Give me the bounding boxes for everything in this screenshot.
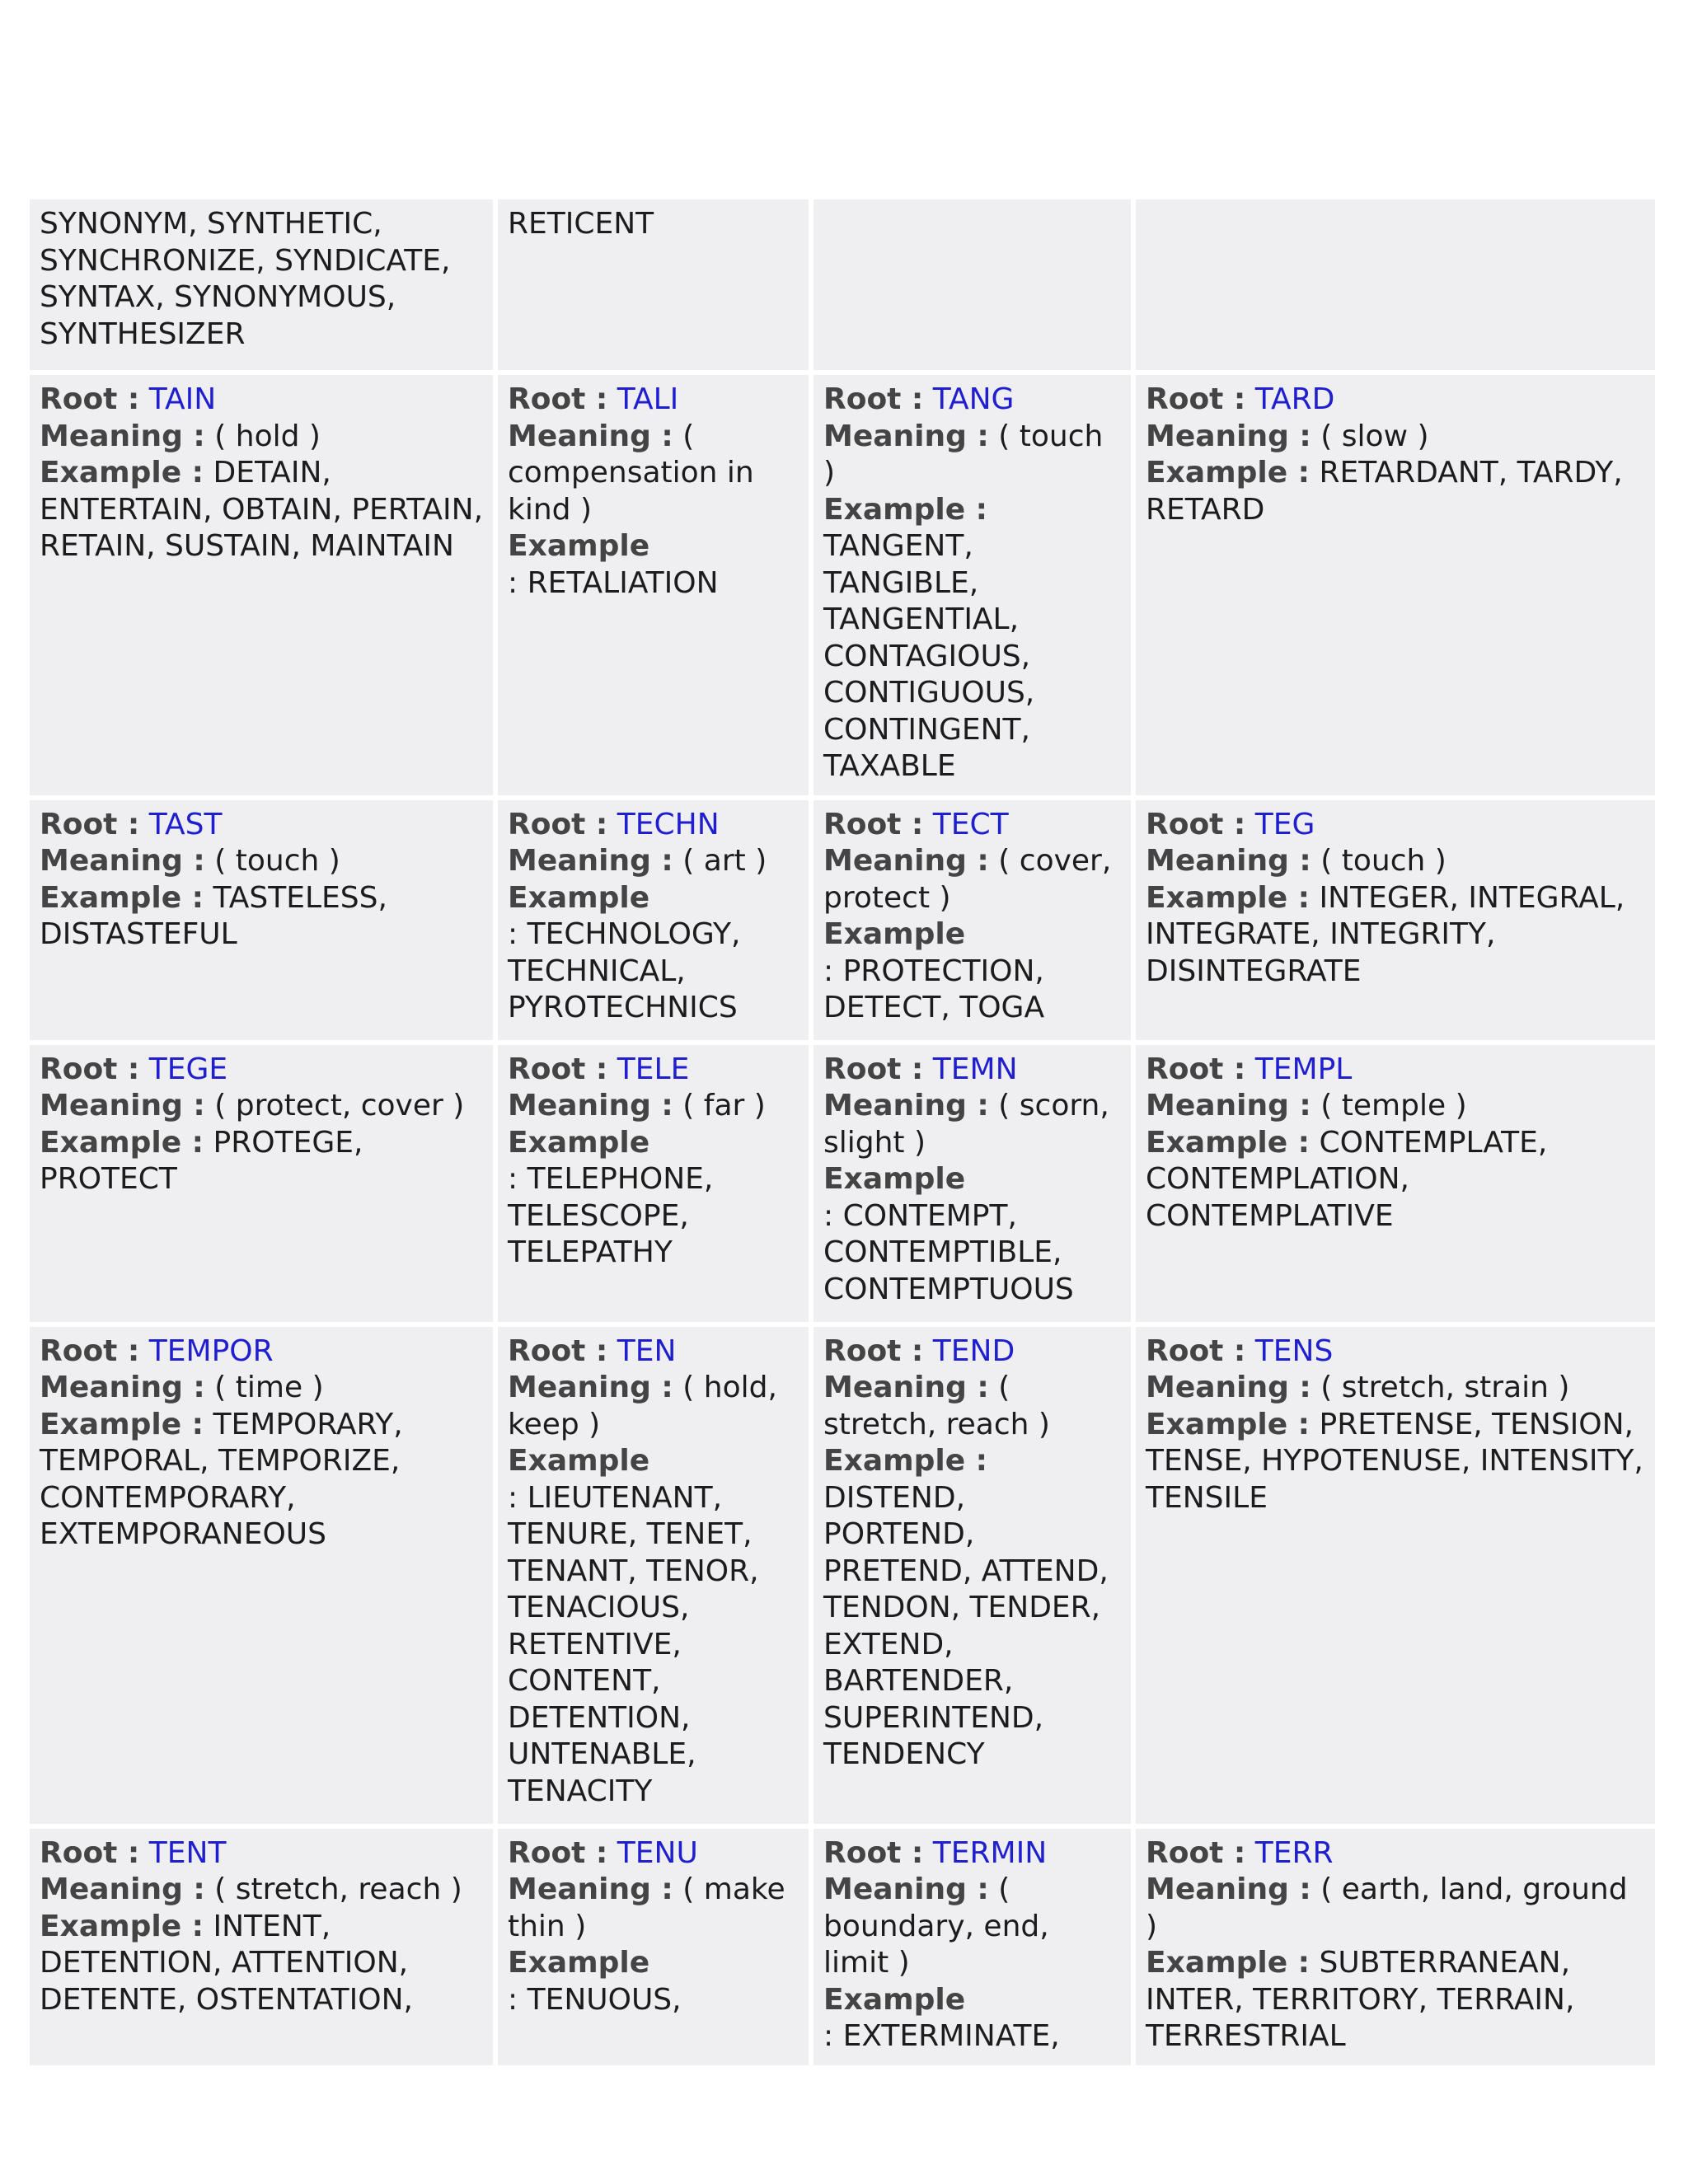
meaning-line [508, 844, 767, 878]
example-value: TASTELESS, DISTASTEFUL [40, 880, 387, 951]
example-line [40, 1126, 363, 1197]
meaning-label: Meaning : [823, 1872, 989, 1906]
example-line [40, 1910, 413, 2017]
root-line [823, 1052, 1018, 1086]
root-line [823, 808, 1009, 841]
root-entry-cell [1136, 1829, 1655, 2065]
root-line [1146, 382, 1334, 416]
example-value: RETARDANT, TARDY, RETARD [1146, 456, 1623, 527]
example-value: LIEUTENANT, TENURE, TENET, TENANT, TENOR, TENACIOUS, RETENTIVE, CONTENT, DETENTION, UNTENABLE, TENACITY [508, 1480, 759, 1808]
root-value: TECHN [617, 807, 720, 841]
root-value: TENU [617, 1835, 698, 1870]
example-colon: : [823, 1198, 834, 1233]
example-label: Example : [40, 1407, 204, 1441]
root-entry-cell [814, 1045, 1131, 1322]
root-value: TEMN [932, 1052, 1018, 1086]
example-label: Example [508, 880, 650, 915]
word-roots-table [25, 194, 1660, 2070]
meaning-value: ( time ) [214, 1371, 324, 1404]
example-value: TEMPORARY, TEMPORAL, TEMPORIZE, CONTEMPORARY, EXTEMPORANEOUS [40, 1407, 403, 1551]
root-entry-cell [498, 1327, 809, 1824]
root-entry-cell [30, 375, 493, 795]
root-label: Root : [508, 382, 608, 416]
root-line [508, 1334, 676, 1368]
root-line [508, 1052, 689, 1086]
meaning-value: ( touch ) [214, 844, 340, 878]
root-line [40, 1052, 227, 1086]
example-line [40, 1408, 403, 1552]
root-line [823, 382, 1014, 416]
table-cell: RETICENT [498, 199, 809, 370]
example-label: Example : [823, 492, 988, 527]
root-entry-cell [1136, 375, 1655, 795]
root-line [40, 1334, 274, 1368]
root-label: Root : [823, 1052, 924, 1086]
meaning-label: Meaning : [508, 1371, 673, 1404]
root-value: TENS [1254, 1333, 1334, 1368]
root-label: Root : [823, 807, 924, 841]
example-line [40, 456, 483, 563]
root-label: Root : [508, 1052, 608, 1086]
root-value: TERMIN [932, 1835, 1048, 1870]
meaning-label: Meaning : [823, 419, 989, 453]
root-label: Root : [40, 1333, 140, 1368]
root-label: Root : [40, 1835, 140, 1870]
meaning-label: Meaning : [40, 1371, 205, 1404]
meaning-line [823, 1089, 1109, 1160]
example-value: SUBTERRANEAN, INTER, TERRITORY, TERRAIN, TERRESTRIAL [1146, 1946, 1575, 2053]
root-line [40, 382, 216, 416]
meaning-value: ( hold, keep ) [508, 1371, 777, 1441]
root-label: Root : [1146, 1052, 1246, 1086]
table-cell: SYNONYM, SYNTHETIC, SYNCHRONIZE, SYNDICATE, SYNTAX, SYNONYMOUS, SYNTHESIZER [30, 199, 493, 370]
meaning-line [1146, 419, 1429, 453]
meaning-value: ( earth, land, ground ) [1146, 1872, 1628, 1943]
root-line [823, 1836, 1047, 1870]
example-value: TELEPHONE, TELESCOPE, TELEPATHY [508, 1162, 714, 1269]
example-colon: : [508, 1982, 518, 2017]
root-entry-cell [814, 375, 1131, 795]
example-colon: : [508, 917, 518, 951]
root-value: TENT [148, 1835, 227, 1870]
meaning-line [40, 844, 340, 878]
root-label: Root : [40, 1052, 140, 1086]
meaning-value: ( make thin ) [508, 1872, 785, 1943]
example-colon: : [508, 1480, 518, 1515]
meaning-value: ( compensation in kind ) [508, 419, 754, 527]
root-entry-cell [30, 1327, 493, 1824]
root-label: Root : [823, 1333, 924, 1368]
meaning-value: ( scorn, slight ) [823, 1089, 1109, 1160]
example-colon: : [823, 2019, 834, 2053]
example-value: PROTEGE, PROTECT [40, 1125, 363, 1196]
meaning-label: Meaning : [823, 844, 989, 878]
example-value: PRETENSE, TENSION, TENSE, HYPOTENUSE, INTENSITY, TENSILE [1146, 1407, 1643, 1515]
example-label: Example [823, 1982, 966, 2017]
meaning-label: Meaning : [508, 844, 673, 878]
root-entry-cell [498, 375, 809, 795]
table-row [30, 1045, 1655, 1322]
root-line [508, 382, 678, 416]
example-label: Example [508, 1444, 650, 1478]
example-line [823, 954, 1044, 1025]
root-label: Root : [1146, 807, 1246, 841]
example-line [508, 917, 740, 1024]
example-colon: : [823, 954, 834, 988]
example-line [508, 1481, 759, 1808]
meaning-label: Meaning : [508, 419, 673, 453]
meaning-label: Meaning : [508, 1872, 673, 1906]
meaning-value: ( boundary, end, limit ) [823, 1872, 1049, 1980]
table-row [30, 800, 1655, 1040]
meaning-value: ( cover, protect ) [823, 844, 1112, 915]
example-label: Example : [1146, 1946, 1311, 1980]
example-line [823, 2019, 1060, 2053]
example-value: EXTERMINATE, [842, 2019, 1060, 2053]
root-line [1146, 1334, 1333, 1368]
meaning-line [508, 1872, 785, 1943]
example-label: Example : [1146, 456, 1311, 490]
example-label: Example [823, 917, 966, 951]
meaning-line [508, 1089, 766, 1122]
example-line [508, 566, 719, 600]
meaning-line [823, 1371, 1050, 1441]
meaning-label: Meaning : [1146, 844, 1311, 878]
meaning-value: ( stretch, reach ) [823, 1371, 1050, 1441]
root-label: Root : [508, 807, 608, 841]
meaning-label: Meaning : [40, 419, 205, 453]
meaning-line [508, 419, 754, 527]
example-line [1146, 1126, 1547, 1233]
example-value: RETALIATION [527, 565, 719, 600]
meaning-label: Meaning : [1146, 1872, 1311, 1906]
meaning-line [508, 1371, 777, 1441]
example-value: DETAIN, ENTERTAIN, OBTAIN, PERTAIN, RETAIN, SUSTAIN, MAINTAIN [40, 456, 484, 563]
root-label: Root : [508, 1835, 608, 1870]
example-colon: : [508, 565, 518, 600]
example-label: Example : [1146, 880, 1311, 915]
example-label: Example : [40, 456, 204, 490]
root-label: Root : [40, 382, 140, 416]
root-value: TAIN [148, 382, 217, 416]
root-value: TEG [1254, 807, 1315, 841]
example-value: CONTEMPT, CONTEMPTIBLE, CONTEMPTUOUS [823, 1198, 1074, 1306]
root-entry-cell [30, 1829, 493, 2065]
example-label: Example [823, 1162, 966, 1196]
meaning-value: ( protect, cover ) [214, 1089, 465, 1122]
meaning-label: Meaning : [823, 1371, 989, 1404]
table-row [30, 375, 1655, 795]
root-value: TEGE [148, 1052, 228, 1086]
meaning-label: Meaning : [1146, 419, 1311, 453]
table-row [30, 1327, 1655, 1824]
example-label: Example : [40, 880, 204, 915]
root-label: Root : [508, 1333, 608, 1368]
example-value: DISTEND, PORTEND, PRETEND, ATTEND, TENDON, TENDER, EXTEND, BARTENDER, SUPERINTEND, TENDENCY [823, 1480, 1109, 1771]
root-value: TEN [617, 1333, 677, 1368]
example-value: INTEGER, INTEGRAL, INTEGRATE, INTEGRITY, DISINTEGRATE [1146, 880, 1625, 988]
meaning-line [823, 1872, 1049, 1980]
root-label: Root : [1146, 382, 1246, 416]
example-colon: : [508, 1162, 518, 1196]
root-entry-cell [814, 1829, 1131, 2065]
meaning-label: Meaning : [1146, 1089, 1311, 1122]
meaning-value: ( far ) [682, 1089, 766, 1122]
meaning-line [40, 1872, 462, 1906]
root-line [40, 1836, 226, 1870]
root-line [508, 808, 720, 841]
root-entry-cell [498, 1829, 809, 2065]
root-line [1146, 808, 1315, 841]
example-label: Example : [40, 1125, 204, 1160]
example-value: INTENT, DETENTION, ATTENTION, DETENTE, OSTENTATION, [40, 1909, 413, 2017]
example-line [1146, 1408, 1643, 1515]
root-entry-cell [1136, 1045, 1655, 1322]
meaning-line [1146, 1872, 1628, 1943]
example-label: Example [508, 1125, 650, 1160]
root-line [508, 1836, 698, 1870]
example-label: Example : [1146, 1125, 1311, 1160]
meaning-line [823, 844, 1111, 915]
root-value: TELE [617, 1052, 690, 1086]
meaning-line [823, 419, 1103, 490]
root-entry-cell [498, 800, 809, 1040]
root-entry-cell [814, 1327, 1131, 1824]
table-cell-empty [814, 199, 1131, 370]
meaning-label: Meaning : [508, 1089, 673, 1122]
meaning-line [40, 1371, 324, 1404]
root-label: Root : [1146, 1333, 1246, 1368]
root-value: TEND [932, 1333, 1015, 1368]
example-line [823, 493, 1034, 784]
root-value: TANG [932, 382, 1015, 416]
meaning-value: ( touch ) [1320, 844, 1447, 878]
meaning-line [40, 419, 321, 453]
example-line [40, 881, 387, 952]
root-label: Root : [823, 1835, 924, 1870]
root-value: TERR [1254, 1835, 1334, 1870]
example-label: Example : [40, 1909, 204, 1943]
meaning-value: ( stretch, strain ) [1320, 1371, 1570, 1404]
meaning-value: ( art ) [682, 844, 767, 878]
meaning-label: Meaning : [1146, 1371, 1311, 1404]
meaning-value: ( temple ) [1320, 1089, 1467, 1122]
root-entry-cell [498, 1045, 809, 1322]
meaning-line [1146, 1371, 1569, 1404]
meaning-line [40, 1089, 464, 1122]
meaning-label: Meaning : [40, 844, 205, 878]
root-entry-cell [814, 800, 1131, 1040]
root-value: TECT [932, 807, 1009, 841]
example-value: CONTEMPLATE, CONTEMPLATION, CONTEMPLATIVE [1146, 1125, 1548, 1233]
meaning-value: ( touch ) [823, 419, 1104, 490]
table-cell-empty [1136, 199, 1655, 370]
root-value: TEMPOR [148, 1333, 274, 1368]
root-label: Root : [40, 807, 140, 841]
example-value: PROTECTION, DETECT, TOGA [823, 954, 1045, 1024]
example-line [823, 1199, 1074, 1306]
root-line [1146, 1052, 1352, 1086]
example-label: Example [508, 1946, 650, 1980]
example-line [1146, 456, 1623, 527]
root-label: Root : [1146, 1835, 1246, 1870]
table-row [30, 1829, 1655, 2065]
example-label: Example [508, 529, 650, 563]
example-line [508, 1983, 682, 2017]
root-label: Root : [823, 382, 924, 416]
example-line [508, 1162, 713, 1269]
meaning-value: ( stretch, reach ) [214, 1872, 462, 1906]
root-entry-cell [30, 800, 493, 1040]
root-value: TALI [617, 382, 679, 416]
meaning-label: Meaning : [40, 1872, 205, 1906]
example-label: Example : [1146, 1407, 1311, 1441]
meaning-line [1146, 844, 1447, 878]
example-value: TECHNOLOGY, TECHNICAL, PYROTECHNICS [508, 917, 741, 1024]
root-value: TARD [1254, 382, 1335, 416]
root-value: TEMPL [1254, 1052, 1353, 1086]
root-line [40, 808, 222, 841]
meaning-label: Meaning : [823, 1089, 989, 1122]
root-entry-cell [30, 1045, 493, 1322]
example-label: Example : [823, 1444, 988, 1478]
example-value: TENUOUS, [527, 1982, 682, 2017]
example-line [1146, 1946, 1574, 2053]
meaning-value: ( slow ) [1320, 419, 1429, 453]
root-line [823, 1334, 1015, 1368]
example-line [823, 1444, 1109, 1771]
root-value: TAST [148, 807, 223, 841]
root-entry-cell [1136, 1327, 1655, 1824]
table-row [30, 199, 1655, 370]
root-entry-cell [1136, 800, 1655, 1040]
meaning-value: ( hold ) [214, 419, 321, 453]
root-line [1146, 1836, 1334, 1870]
meaning-label: Meaning : [40, 1089, 205, 1122]
example-line [1146, 881, 1625, 988]
meaning-line [1146, 1089, 1467, 1122]
example-value: TANGENT, TANGIBLE, TANGENTIAL, CONTAGIOUS, CONTIGUOUS, CONTINGENT, TAXABLE [823, 529, 1035, 783]
